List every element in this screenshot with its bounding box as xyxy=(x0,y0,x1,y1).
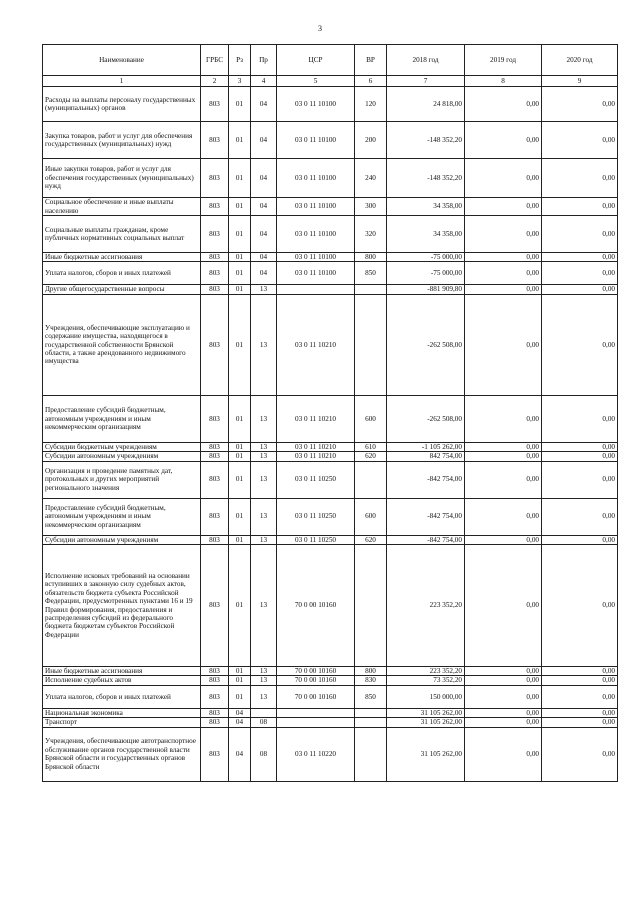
table-row xyxy=(43,535,618,544)
cell-2020: 0,00 xyxy=(542,198,618,216)
cell-vr: 620 xyxy=(355,452,387,461)
cell-grbs: 803 xyxy=(201,727,229,781)
cell-2019: 0,00 xyxy=(465,727,542,781)
column-number: 4 xyxy=(251,76,277,87)
cell-csr: 70 0 00 10160 xyxy=(277,676,355,685)
cell-grbs: 803 xyxy=(201,708,229,717)
cell-2019: 0,00 xyxy=(465,198,542,216)
cell-rz: 04 xyxy=(229,708,251,717)
cell-2020: 0,00 xyxy=(542,262,618,285)
cell-rz: 01 xyxy=(229,461,251,498)
cell-2019: 0,00 xyxy=(465,262,542,285)
cell-name: Иные бюджетные ассигнования xyxy=(43,667,201,676)
cell-rz: 01 xyxy=(229,159,251,198)
cell-pr: 04 xyxy=(251,122,277,159)
cell-2018: 31 105 262,00 xyxy=(387,727,465,781)
cell-name: Транспорт xyxy=(43,718,201,727)
cell-2018: 150 000,00 xyxy=(387,685,465,708)
cell-csr: 03 0 11 10100 xyxy=(277,122,355,159)
cell-2020: 0,00 xyxy=(542,159,618,198)
cell-csr: 03 0 11 10100 xyxy=(277,216,355,253)
cell-vr: 800 xyxy=(355,253,387,262)
header-name: Наименование xyxy=(43,45,201,76)
cell-2019: 0,00 xyxy=(465,442,542,451)
cell-2018: 24 818,00 xyxy=(387,87,465,122)
cell-rz: 01 xyxy=(229,262,251,285)
cell-rz: 01 xyxy=(229,395,251,442)
column-number: 1 xyxy=(43,76,201,87)
cell-name: Субсидии бюджетным учреждениям xyxy=(43,442,201,451)
cell-2018: -842 754,00 xyxy=(387,461,465,498)
cell-vr: 610 xyxy=(355,442,387,451)
cell-vr xyxy=(355,294,387,395)
budget-table xyxy=(42,44,618,782)
cell-grbs: 803 xyxy=(201,685,229,708)
cell-pr: 13 xyxy=(251,294,277,395)
header-pr: Пр xyxy=(251,45,277,76)
cell-csr: 03 0 11 10100 xyxy=(277,253,355,262)
cell-vr: 600 xyxy=(355,498,387,535)
table-row xyxy=(43,216,618,253)
cell-2018: 73 352,20 xyxy=(387,676,465,685)
table-row xyxy=(43,285,618,294)
cell-2018: -148 352,20 xyxy=(387,159,465,198)
cell-pr: 13 xyxy=(251,676,277,685)
table-row xyxy=(43,122,618,159)
cell-name: Субсидии автономным учреждениям xyxy=(43,535,201,544)
cell-grbs: 803 xyxy=(201,122,229,159)
table-row xyxy=(43,685,618,708)
cell-name: Социальное обеспечение и иные выплаты населению xyxy=(43,198,201,216)
cell-grbs: 803 xyxy=(201,535,229,544)
cell-2019: 0,00 xyxy=(465,395,542,442)
cell-vr xyxy=(355,708,387,717)
cell-2019: 0,00 xyxy=(465,159,542,198)
cell-grbs: 803 xyxy=(201,395,229,442)
cell-pr: 13 xyxy=(251,395,277,442)
cell-grbs: 803 xyxy=(201,676,229,685)
cell-2020: 0,00 xyxy=(542,545,618,667)
cell-pr: 04 xyxy=(251,262,277,285)
cell-2020: 0,00 xyxy=(542,395,618,442)
cell-vr: 120 xyxy=(355,87,387,122)
cell-pr: 13 xyxy=(251,498,277,535)
cell-grbs: 803 xyxy=(201,461,229,498)
cell-rz: 01 xyxy=(229,667,251,676)
cell-name: Исполнение исковых требований на основании вступивших в законную силу судебных актов, обязательств бюджета субъекта Российской Федерации, предусмотренных пунктами 16 и 19 Правил формирования, предоставления и распределения субсидий из федерального бюджета бюджетам субъектов Российской Федерации xyxy=(43,545,201,667)
table-row xyxy=(43,461,618,498)
column-number: 5 xyxy=(277,76,355,87)
cell-grbs: 803 xyxy=(201,87,229,122)
cell-vr: 850 xyxy=(355,685,387,708)
cell-grbs: 803 xyxy=(201,667,229,676)
cell-csr: 03 0 11 10100 xyxy=(277,262,355,285)
cell-pr: 04 xyxy=(251,159,277,198)
cell-pr: 04 xyxy=(251,87,277,122)
cell-pr: 08 xyxy=(251,718,277,727)
cell-name: Организация и проведение памятных дат, протокольных и других мероприятий регионального значения xyxy=(43,461,201,498)
cell-pr: 13 xyxy=(251,685,277,708)
cell-rz: 01 xyxy=(229,452,251,461)
cell-vr xyxy=(355,545,387,667)
cell-pr: 04 xyxy=(251,216,277,253)
cell-2020: 0,00 xyxy=(542,285,618,294)
cell-pr xyxy=(251,708,277,717)
cell-grbs: 803 xyxy=(201,718,229,727)
cell-grbs: 803 xyxy=(201,294,229,395)
cell-2019: 0,00 xyxy=(465,122,542,159)
cell-rz: 04 xyxy=(229,727,251,781)
cell-2018: 223 352,20 xyxy=(387,667,465,676)
cell-vr xyxy=(355,285,387,294)
table-row xyxy=(43,159,618,198)
cell-vr: 620 xyxy=(355,535,387,544)
cell-name: Предоставление субсидий бюджетным, автономным учреждениям и иным некоммерческим организациям xyxy=(43,395,201,442)
header-vr: ВР xyxy=(355,45,387,76)
column-number: 3 xyxy=(229,76,251,87)
cell-name: Уплата налогов, сборов и иных платежей xyxy=(43,262,201,285)
cell-rz: 04 xyxy=(229,718,251,727)
cell-2020: 0,00 xyxy=(542,87,618,122)
cell-2018: -262 508,00 xyxy=(387,294,465,395)
cell-2019: 0,00 xyxy=(465,535,542,544)
cell-csr: 03 0 11 10210 xyxy=(277,395,355,442)
table-row xyxy=(43,727,618,781)
table-row xyxy=(43,708,618,717)
cell-2020: 0,00 xyxy=(542,461,618,498)
cell-name: Уплата налогов, сборов и иных платежей xyxy=(43,685,201,708)
cell-2019: 0,00 xyxy=(465,452,542,461)
cell-csr: 03 0 11 10250 xyxy=(277,535,355,544)
cell-name: Национальная экономика xyxy=(43,708,201,717)
cell-csr xyxy=(277,285,355,294)
cell-2019: 0,00 xyxy=(465,545,542,667)
cell-grbs: 803 xyxy=(201,262,229,285)
cell-grbs: 803 xyxy=(201,545,229,667)
cell-name: Субсидии автономным учреждениям xyxy=(43,452,201,461)
cell-2020: 0,00 xyxy=(542,294,618,395)
cell-csr: 70 0 00 10160 xyxy=(277,545,355,667)
header-2020: 2020 год xyxy=(542,45,618,76)
cell-2019: 0,00 xyxy=(465,461,542,498)
table-row xyxy=(43,676,618,685)
cell-2019: 0,00 xyxy=(465,87,542,122)
cell-2020: 0,00 xyxy=(542,253,618,262)
cell-pr: 08 xyxy=(251,727,277,781)
cell-rz: 01 xyxy=(229,253,251,262)
cell-2018: -75 000,00 xyxy=(387,253,465,262)
table-row xyxy=(43,253,618,262)
cell-vr: 850 xyxy=(355,262,387,285)
cell-rz: 01 xyxy=(229,285,251,294)
cell-2018: 34 358,00 xyxy=(387,216,465,253)
cell-pr: 13 xyxy=(251,285,277,294)
cell-2020: 0,00 xyxy=(542,708,618,717)
cell-2019: 0,00 xyxy=(465,708,542,717)
cell-2018: -1 105 262,00 xyxy=(387,442,465,451)
cell-vr xyxy=(355,461,387,498)
page-number: 3 xyxy=(318,24,322,33)
header-rz: Рз xyxy=(229,45,251,76)
cell-2020: 0,00 xyxy=(542,442,618,451)
cell-name: Иные бюджетные ассигнования xyxy=(43,253,201,262)
table-row xyxy=(43,87,618,122)
cell-2020: 0,00 xyxy=(542,676,618,685)
cell-2020: 0,00 xyxy=(542,718,618,727)
cell-pr: 13 xyxy=(251,452,277,461)
cell-vr: 800 xyxy=(355,667,387,676)
cell-2018: -842 754,00 xyxy=(387,498,465,535)
cell-vr: 600 xyxy=(355,395,387,442)
header-2018: 2018 год xyxy=(387,45,465,76)
cell-rz: 01 xyxy=(229,545,251,667)
table-row xyxy=(43,667,618,676)
cell-2019: 0,00 xyxy=(465,667,542,676)
cell-csr: 03 0 11 10210 xyxy=(277,452,355,461)
table-body xyxy=(43,87,618,782)
cell-csr: 03 0 11 10250 xyxy=(277,461,355,498)
cell-2018: 34 358,00 xyxy=(387,198,465,216)
cell-2018: 31 105 262,00 xyxy=(387,718,465,727)
cell-csr: 03 0 11 10100 xyxy=(277,87,355,122)
cell-pr: 13 xyxy=(251,545,277,667)
cell-vr: 320 xyxy=(355,216,387,253)
cell-rz: 01 xyxy=(229,122,251,159)
cell-grbs: 803 xyxy=(201,285,229,294)
cell-name: Исполнение судебных актов xyxy=(43,676,201,685)
cell-grbs: 803 xyxy=(201,452,229,461)
table-row xyxy=(43,395,618,442)
cell-csr xyxy=(277,708,355,717)
cell-csr: 03 0 11 10100 xyxy=(277,159,355,198)
cell-rz: 01 xyxy=(229,535,251,544)
cell-vr: 300 xyxy=(355,198,387,216)
cell-pr: 13 xyxy=(251,442,277,451)
cell-name: Учреждения, обеспечивающие эксплуатацию и содержание имущества, находящегося в государственной собственности Брянской области, а также арендованного недвижимого имущества xyxy=(43,294,201,395)
cell-2020: 0,00 xyxy=(542,727,618,781)
cell-2019: 0,00 xyxy=(465,253,542,262)
cell-name: Социальные выплаты гражданам, кроме публичных нормативных социальных выплат xyxy=(43,216,201,253)
cell-pr: 04 xyxy=(251,198,277,216)
cell-grbs: 803 xyxy=(201,159,229,198)
column-number: 9 xyxy=(542,76,618,87)
column-number: 6 xyxy=(355,76,387,87)
cell-2019: 0,00 xyxy=(465,676,542,685)
header-2019: 2019 год xyxy=(465,45,542,76)
cell-rz: 01 xyxy=(229,294,251,395)
cell-name: Расходы на выплаты персоналу государственных (муниципальных) органов xyxy=(43,87,201,122)
header-grbs: ГРБС xyxy=(201,45,229,76)
cell-name: Другие общегосударственные вопросы xyxy=(43,285,201,294)
cell-csr: 70 0 00 10160 xyxy=(277,667,355,676)
cell-rz: 01 xyxy=(229,498,251,535)
cell-csr: 03 0 11 10210 xyxy=(277,294,355,395)
table-row xyxy=(43,294,618,395)
table-row xyxy=(43,498,618,535)
column-number: 2 xyxy=(201,76,229,87)
cell-csr: 03 0 11 10100 xyxy=(277,198,355,216)
cell-pr: 04 xyxy=(251,253,277,262)
table-row xyxy=(43,198,618,216)
cell-vr: 200 xyxy=(355,122,387,159)
cell-rz: 01 xyxy=(229,676,251,685)
cell-2019: 0,00 xyxy=(465,294,542,395)
cell-name: Закупка товаров, работ и услуг для обеспечения государственных (муниципальных) нужд xyxy=(43,122,201,159)
header-row xyxy=(43,45,618,76)
cell-name: Иные закупки товаров, работ и услуг для обеспечения государственных (муниципальных) нужд xyxy=(43,159,201,198)
cell-2020: 0,00 xyxy=(542,216,618,253)
cell-2020: 0,00 xyxy=(542,498,618,535)
cell-2019: 0,00 xyxy=(465,718,542,727)
cell-2020: 0,00 xyxy=(542,535,618,544)
cell-csr: 03 0 11 10250 xyxy=(277,498,355,535)
cell-rz: 01 xyxy=(229,87,251,122)
cell-2018: 842 754,00 xyxy=(387,452,465,461)
column-number-row xyxy=(43,76,618,87)
cell-csr: 03 0 11 10220 xyxy=(277,727,355,781)
column-number: 8 xyxy=(465,76,542,87)
cell-name: Предоставление субсидий бюджетным, автономным учреждениям и иным некоммерческим организациям xyxy=(43,498,201,535)
cell-csr: 03 0 11 10210 xyxy=(277,442,355,451)
cell-rz: 01 xyxy=(229,442,251,451)
cell-2018: -75 000,00 xyxy=(387,262,465,285)
cell-vr xyxy=(355,718,387,727)
cell-rz: 01 xyxy=(229,198,251,216)
cell-2020: 0,00 xyxy=(542,667,618,676)
cell-vr: 240 xyxy=(355,159,387,198)
cell-grbs: 803 xyxy=(201,198,229,216)
cell-name: Учреждения, обеспечивающие автотранспортное обслуживание органов государственной власти Брянской области и государственных органов Брянской области xyxy=(43,727,201,781)
cell-csr xyxy=(277,718,355,727)
cell-vr: 830 xyxy=(355,676,387,685)
cell-2020: 0,00 xyxy=(542,685,618,708)
cell-2018: -881 909,80 xyxy=(387,285,465,294)
cell-2019: 0,00 xyxy=(465,498,542,535)
cell-csr: 70 0 00 10160 xyxy=(277,685,355,708)
table-row xyxy=(43,452,618,461)
header-csr: ЦСР xyxy=(277,45,355,76)
cell-2019: 0,00 xyxy=(465,285,542,294)
cell-grbs: 803 xyxy=(201,442,229,451)
cell-pr: 13 xyxy=(251,535,277,544)
cell-grbs: 803 xyxy=(201,216,229,253)
cell-2020: 0,00 xyxy=(542,122,618,159)
cell-2018: -262 508,00 xyxy=(387,395,465,442)
table-row xyxy=(43,545,618,667)
cell-2019: 0,00 xyxy=(465,216,542,253)
table-row xyxy=(43,442,618,451)
cell-grbs: 803 xyxy=(201,498,229,535)
column-number: 7 xyxy=(387,76,465,87)
cell-2020: 0,00 xyxy=(542,452,618,461)
table-row xyxy=(43,718,618,727)
cell-vr xyxy=(355,727,387,781)
cell-rz: 01 xyxy=(229,216,251,253)
cell-2018: 31 105 262,00 xyxy=(387,708,465,717)
cell-2018: 223 352,20 xyxy=(387,545,465,667)
table-row xyxy=(43,262,618,285)
cell-2019: 0,00 xyxy=(465,685,542,708)
cell-pr: 13 xyxy=(251,667,277,676)
cell-pr: 13 xyxy=(251,461,277,498)
cell-2018: -148 352,20 xyxy=(387,122,465,159)
cell-rz: 01 xyxy=(229,685,251,708)
cell-grbs: 803 xyxy=(201,253,229,262)
cell-2018: -842 754,00 xyxy=(387,535,465,544)
